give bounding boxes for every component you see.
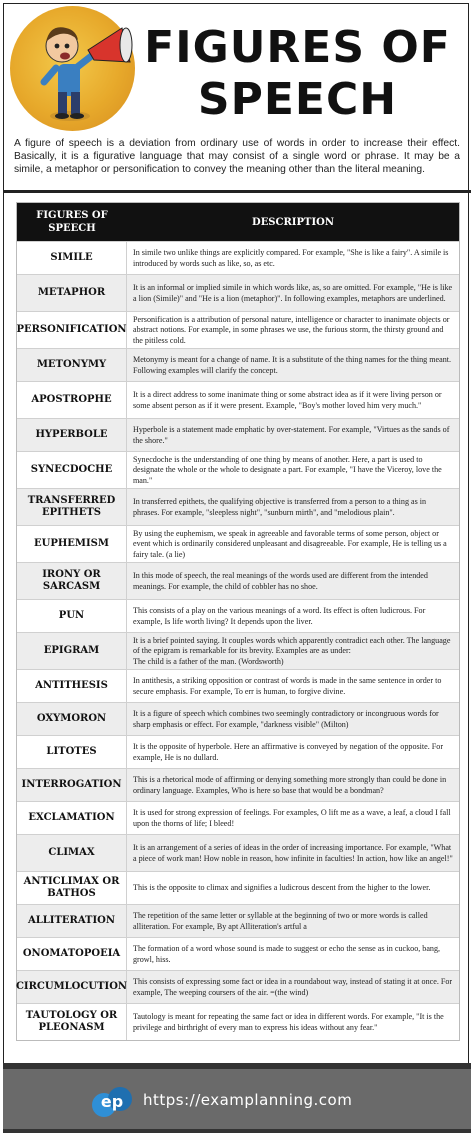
figure-description: It is an informal or implied simile in which words like, as, so are omitted. For example, "He is like a lion (Simile)" and "He is a lion (metaphor)". In following examples, metaphors are underlined. xyxy=(133,283,453,303)
figure-term: TAUTOLOGY OR PLEONASM xyxy=(17,1004,127,1040)
title-line-1: FIGURES OF xyxy=(144,22,451,73)
table-row xyxy=(17,241,459,274)
figure-description: In this mode of speech, the real meanings of the words used are different from the intended meanings. For example, the child of cobbler has no shoe. xyxy=(133,571,428,591)
figure-description: This consists of a play on the various meanings of a word. Its effect is often ludicrous. For example, Is life worth living? It depends upon the liver. xyxy=(133,606,426,626)
figure-term: EXCLAMATION xyxy=(17,802,127,834)
figure-description: Personification is a attribution of personal nature, intelligence or character to inanimate objects or abstract notions. For example, in some phrases we use, the furious storm, the thirsty ground and the pitiless cold. xyxy=(133,315,450,345)
figure-description: This is the opposite to climax and signifies a ludicrous descent from the higher to the lower. xyxy=(133,883,431,893)
figure-term: LITOTES xyxy=(17,736,127,768)
figure-term: EUPHEMISM xyxy=(17,526,127,562)
figure-term: INTERROGATION xyxy=(17,769,127,801)
table-row xyxy=(17,525,459,562)
figure-term: EPIGRAM xyxy=(17,633,127,669)
footer-bottom-stripe xyxy=(3,1129,471,1133)
figure-term: PERSONIFICATION xyxy=(17,312,127,348)
figure-term: SIMILE xyxy=(17,242,127,274)
figure-description: In antithesis, a striking opposition or contrast of words is made in the same sentence in order to secure emphasis. For example, To err is human, to forgive divine. xyxy=(133,676,442,696)
figure-description: Hyperbole is a statement made emphatic by over-statement. For example, "Virtues as the sands of the shore." xyxy=(133,425,450,445)
figure-term: ANTICLIMAX OR BATHOS xyxy=(17,872,127,904)
figure-description: Synecdoche is the understanding of one thing by means of another. Here, a part is used to designate the whole or the whole to designate a part. For example, "I have the Viceroy, love the man." xyxy=(133,455,442,485)
table-body xyxy=(17,241,459,1040)
table-row xyxy=(17,274,459,311)
table-row xyxy=(17,311,459,348)
figure-term: OXYMORON xyxy=(17,703,127,735)
figure-description: It is the opposite of hyperbole. Here an affirmative is conveyed by negation of the opposite. For example, He is no dullard. xyxy=(133,742,444,762)
figure-description: It is a brief pointed saying. It couples words which apparently contradict each other. The language of the epigram is remarkable for its brevity. Examples are as under: The child is a father of the man. (Wordsworth) xyxy=(133,636,451,666)
table-header xyxy=(17,203,459,241)
figure-description: In simile two unlike things are explicitly compared. For example, "She is like a fairy". A simile is introduced by words such as like, so, as etc. xyxy=(133,248,449,268)
figure-term: PUN xyxy=(17,600,127,632)
figure-description: Metonymy is meant for a change of name. It is a substitute of the thing names for the thing meant. Following examples will clarify the concept. xyxy=(133,355,452,375)
figure-term: METAPHOR xyxy=(17,275,127,311)
figure-description: By using the euphemism, we speak in agreeable and favorable terms of some person, object or event which is ordinarily considered unpleasant and disagreeable. For example, He is telling us a fairy tale. (a lie) xyxy=(133,529,447,559)
figure-description: It is a direct address to some inanimate thing or some abstract idea as if it were living person or some absent person as if it were present. Example, "Boy's mother loved him very much." xyxy=(133,390,442,410)
title-line-2: SPEECH xyxy=(197,74,398,125)
table-row xyxy=(17,702,459,735)
figure-term: CLIMAX xyxy=(17,835,127,871)
column-header-figures xyxy=(17,209,127,235)
figure-term: APOSTROPHE xyxy=(17,382,127,418)
figures-table xyxy=(16,202,460,1041)
figure-term: IRONY OR SARCASM xyxy=(17,563,127,599)
figure-term: SYNECDOCHE xyxy=(17,452,127,488)
table-row xyxy=(17,451,459,488)
figure-description: The formation of a word whose sound is made to suggest or echo the sense as in cuckoo, bang, growl, hiss. xyxy=(133,944,441,964)
table-row xyxy=(17,768,459,801)
figure-description: The repetition of the same letter or syllable at the beginning of two or more words is called alliteration. For example, By apt Alliteration's artful a xyxy=(133,911,428,931)
examplanning-logo-icon xyxy=(88,1081,136,1121)
figure-term: CIRCUMLOCUTION xyxy=(17,971,127,1003)
figure-description: In transferred epithets, the qualifying objective is transferred from a person to a thing as in phrases. For example, "sleepless night", "sunburn mirth", and "melodious plain". xyxy=(133,497,427,517)
table-row xyxy=(17,904,459,937)
footer xyxy=(3,1063,471,1133)
figure-description: It is a figure of speech which combines two seemingly contradictory or incongruous words for sharp emphasis or effect. For example, "darkness visible" (Milton) xyxy=(133,709,439,729)
figure-description: Tautology is meant for repeating the same fact or idea in different words. For example, "It is the privilege and birthright of every man to express his ideas without any fear." xyxy=(133,1012,444,1032)
table-row xyxy=(17,1003,459,1040)
website-link[interactable]: https://examplanning.com xyxy=(143,1091,353,1109)
table-row xyxy=(17,348,459,381)
column-header-figures-line1: FIGURES OF xyxy=(36,210,108,221)
table-row xyxy=(17,937,459,970)
column-header-figures-line2: SPEECH xyxy=(48,223,96,234)
figure-term: HYPERBOLE xyxy=(17,419,127,451)
figure-term: ALLITERATION xyxy=(17,905,127,937)
table-row xyxy=(17,801,459,834)
table-row xyxy=(17,735,459,768)
figure-term: METONYMY xyxy=(17,349,127,381)
table-row xyxy=(17,834,459,871)
figure-term: TRANSFERRED EPITHETS xyxy=(17,489,127,525)
table-row xyxy=(17,418,459,451)
logo-text: ep xyxy=(100,1092,124,1111)
figure-term: ANTITHESIS xyxy=(17,670,127,702)
intro-paragraph: A figure of speech is a deviation from ordinary use of words in order to increase their effect. Basically, it is a figurative language that may consist of a single word or phrase. It may be a simile, a metaphor or personification to convey the meaning other than the literal meaning. xyxy=(14,138,460,175)
table-row xyxy=(17,970,459,1003)
divider-top xyxy=(3,190,471,193)
column-header-description: DESCRIPTION xyxy=(252,216,334,228)
figure-description: It is an arrangement of a series of ideas in the order of increasing importance. For example, "What a piece of work man! How noble in reason, how infinite in faculties! In action, how like an angel!" xyxy=(133,843,453,863)
figure-term: ONOMATOPOEIA xyxy=(17,938,127,970)
table-row xyxy=(17,599,459,632)
table-row xyxy=(17,632,459,669)
header xyxy=(0,0,474,190)
table-row xyxy=(17,381,459,418)
table-row xyxy=(17,669,459,702)
footer-top-stripe xyxy=(3,1063,471,1069)
table-row xyxy=(17,871,459,904)
page-title xyxy=(125,22,470,126)
table-row xyxy=(17,488,459,525)
figure-description: It is used for strong expression of feelings. For examples, O lift me as a wave, a leaf, a cloud I fall upon the thorns of life; I bleed! xyxy=(133,808,451,828)
figure-description: This consists of expressing some fact or idea in a roundabout way, instead of stating it at once. For example, The weeping coursers of the air. =(the wind) xyxy=(133,977,453,997)
table-row xyxy=(17,562,459,599)
figure-description: This is a rhetorical mode of affirming or denying something more strongly than could be done in ordinary language. Examples, Who is here so base that would be a bondman? xyxy=(133,775,447,795)
